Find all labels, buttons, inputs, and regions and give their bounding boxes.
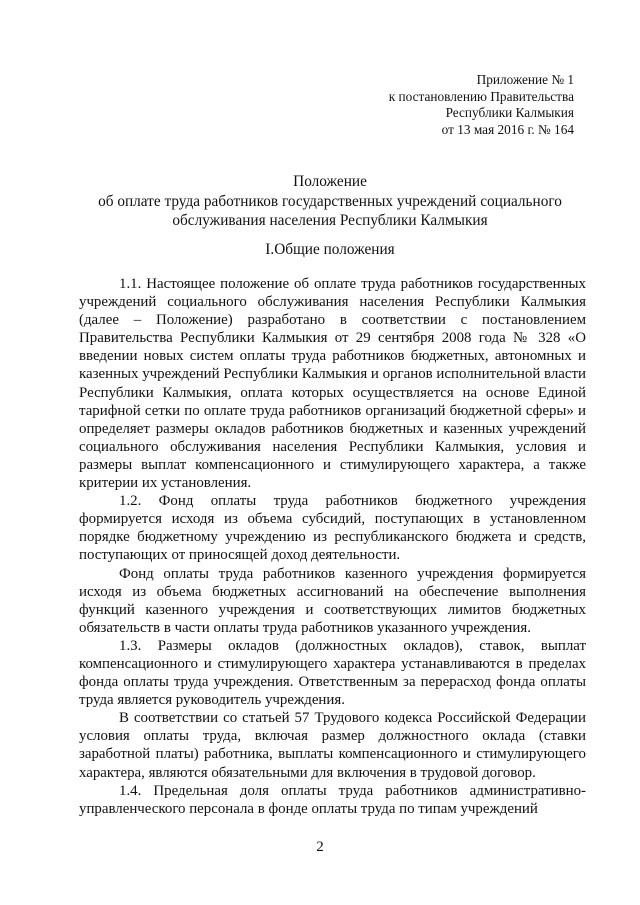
title-line: обслуживания населения Республики Калмыкия: [172, 212, 488, 229]
appendix-line: Республики Калмыкия: [445, 105, 574, 121]
appendix-line: Приложение № 1: [476, 72, 574, 87]
paragraph: Фонд оплаты труда работников казенного учреждения формируется исходя из объема бюджетных ассигнований на обеспечение выполнения функций казенного учреждения и соответствующих лимитов бюджетных обязательств в части оплаты труда работников указанного учреждения.: [79, 565, 586, 636]
title-line: об оплате труда работников государственных учреждений социального: [98, 192, 562, 210]
paragraph: 1.3. Размеры окладов (должностных окладов), ставок, выплат компенсационного и стимулирующего характера устанавливаются в пределах фонда оплаты труда учреждения. Ответственным за перерасход фонда оплаты труда является руководитель учреждения.: [79, 637, 586, 709]
document-body: [79, 275, 586, 818]
appendix-line: от 13 мая 2016 г. № 164: [441, 122, 574, 138]
paragraph: 1.4. Предельная доля оплаты труда работников административно-управленческого персонала в фонде оплаты труда по типам учреждений: [79, 782, 586, 817]
document-title: [80, 172, 580, 231]
appendix-line: к постановлению Правительства: [388, 88, 574, 104]
section-heading: I.Общие положения: [265, 241, 395, 258]
appendix-header: [389, 72, 574, 139]
paragraph: В соответствии со статьей 57 Трудового кодекса Российской Федерации условия оплаты труда, включая размер должностного оклада (ставки заработной платы) работника, выплаты компенсационного и стимулирующего характера, являются обязательными для включения в трудовой договор.: [79, 710, 586, 781]
paragraph: 1.1. Настоящее положение об оплате труда работников государственных учреждений социального обслуживания населения Республики Калмыкия (далее – Положение) разработано в соответствии с постановлением Правительства Республики Калмыкия от 29 сентября 2008 года № 328 «О введении новых систем оплаты труда работников бюджетных, автономных и казенных учреждений Республики Калмыкия и органов исполнительной власти Республики Калмыкия, оплата которых осуществляется на основе Единой тарифной сетки по оплате труда работников организаций бюджетной сферы» и определяет размеры окладов работников бюджетных и казенных учреждений социального обслуживания населения Республики Калмыкия, условия и размеры выплат компенсационного и стимулирующего характера, а также критерии их установления.: [79, 276, 586, 492]
page-number: 2: [316, 839, 324, 855]
title-line: Положение: [293, 173, 367, 190]
paragraph: 1.2. Фонд оплаты труда работников бюджетного учреждения формируется исходя из объема субсидий, поступающих в установленном порядке бюджетному учреждению из республиканского бюджета и средств, поступающих от приносящей доход деятельности.: [79, 493, 586, 564]
